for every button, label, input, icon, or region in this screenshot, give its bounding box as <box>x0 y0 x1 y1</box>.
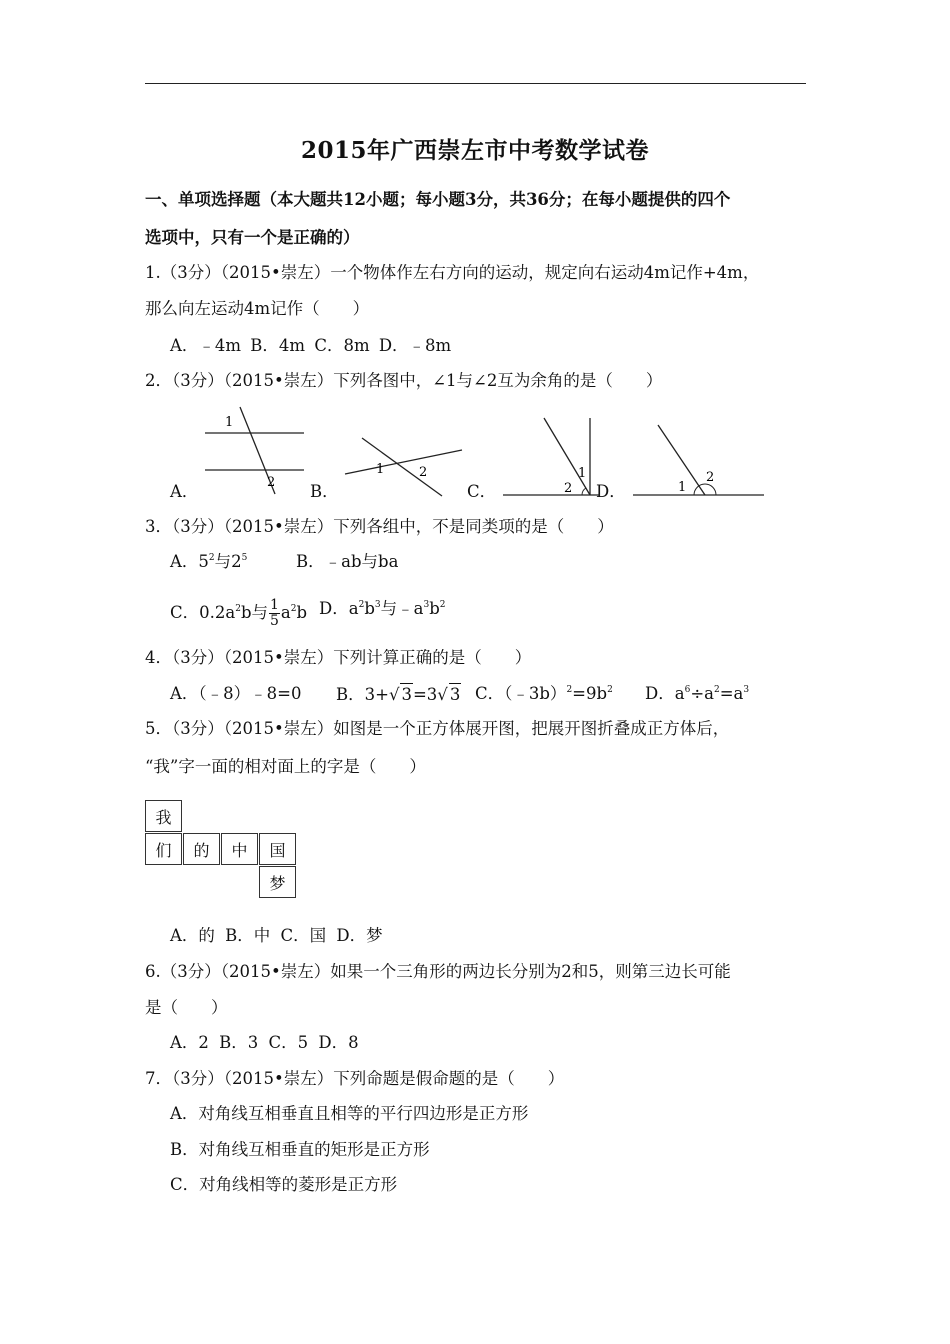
q7-option-c: C．对角线相等的菱形是正方形 <box>170 1175 398 1194</box>
q1-options: A．﹣4m B．4m C．8m D．﹣8m <box>170 336 452 355</box>
q2-figure-c <box>500 415 605 500</box>
q1-stem-line1: 1.（3分）（2015•崇左）一个物体作左右方向的运动，规定向右运动4m记作+4m， <box>145 263 760 282</box>
net-cell-guo: 国 <box>259 833 296 865</box>
q3-option-c: C．$0.2a^2b$与 $\frac{1}{5}$ $a^2b$ <box>170 597 308 629</box>
net-cell-meng: 梦 <box>259 866 296 898</box>
q2-figure-b <box>340 432 470 502</box>
q4-option-c: C．$(﹣3b)^2=9b^2$ <box>475 684 613 703</box>
q2-label-c: C． <box>467 482 497 501</box>
q2-figure-a <box>200 402 310 497</box>
fig-c-angle2-label: 2 <box>564 481 573 496</box>
q2-figure-d <box>630 420 770 500</box>
header-rule <box>145 83 806 84</box>
fig-a-angle2-label: 2 <box>267 475 276 490</box>
q5-stem-line2: “我”字一面的相对面上的字是（ ） <box>145 757 426 776</box>
q4-stem: 4．（3分）（2015•崇左）下列计算正确的是（ ） <box>145 648 532 667</box>
page-title: 2015年广西崇左市中考数学试卷 <box>300 137 649 164</box>
q4-option-b: B．3+√ 3=3√ 3 <box>336 685 461 704</box>
fraction-one-fifth: $\frac{1}{5}$ <box>270 597 279 629</box>
q2-stem: 2．（3分）（2015•崇左）下列各图中，∠1与∠2互为余角的是（ ） <box>145 371 663 390</box>
q7-option-b: B．对角线互相垂直的矩形是正方形 <box>170 1140 430 1159</box>
q2-label-d: D． <box>596 482 626 501</box>
q7-option-a: A．对角线互相垂直且相等的平行四边形是正方形 <box>170 1104 529 1123</box>
section-heading-line1: 一、单项选择题（本大题共12小题；每小题3分，共36分；在每小题提供的四个 <box>145 190 731 209</box>
fig-b-angle2-label: 2 <box>419 465 428 480</box>
net-cell-zhong: 中 <box>221 833 258 865</box>
sqrt-sign: √ <box>437 685 448 704</box>
net-cell-de: 的 <box>183 833 220 865</box>
q3-option-d: D．$a^2b^3$与$﹣a^3b^2$ <box>319 599 446 618</box>
q5-options: A．的 B．中 C．国 D．梦 <box>170 926 383 945</box>
sqrt-sign: √ <box>388 685 400 704</box>
q3-stem: 3．（3分）（2015•崇左）下列各组中，不是同类项的是（ ） <box>145 517 614 536</box>
q1-stem-line2: 那么向左运动4m记作（ ） <box>145 299 370 318</box>
q6-stem-line1: 6.（3分）（2015•崇左）如果一个三角形的两边长分别为2和5，则第三边长可能 <box>145 962 731 981</box>
net-cell-wo: 我 <box>145 800 182 832</box>
q6-options: A．2 B．3 C．5 D．8 <box>170 1033 359 1052</box>
fig-b-angle1-label: 1 <box>376 462 385 477</box>
fig-c-angle1-label: 1 <box>578 466 587 481</box>
q7-stem: 7．（3分）（2015•崇左）下列命题是假命题的是（ ） <box>145 1069 565 1088</box>
net-cell-men: 们 <box>145 833 182 865</box>
q3-option-a: A．$5^2$与$2^5$ <box>170 552 248 571</box>
q3-option-b: B．﹣ab与ba <box>296 552 399 571</box>
q2-label-b: B． <box>310 482 339 501</box>
section-heading-line2: 选项中，只有一个是正确的） <box>145 228 360 247</box>
fig-a-angle1-label: 1 <box>225 415 234 430</box>
q4-option-a: A．（﹣8）﹣8=0 <box>170 684 302 703</box>
q4-option-d: D．$a^6\div a^2=a^3$ <box>645 684 750 703</box>
q5-stem-line1: 5．（3分）（2015•崇左）如图是一个正方体展开图，把展开图折叠成正方体后， <box>145 719 730 738</box>
fig-d-angle2-label: 2 <box>706 470 715 485</box>
fig-d-angle1-label: 1 <box>678 480 687 495</box>
q6-stem-line2: 是（ ） <box>145 998 228 1017</box>
q2-label-a: A． <box>170 482 199 501</box>
